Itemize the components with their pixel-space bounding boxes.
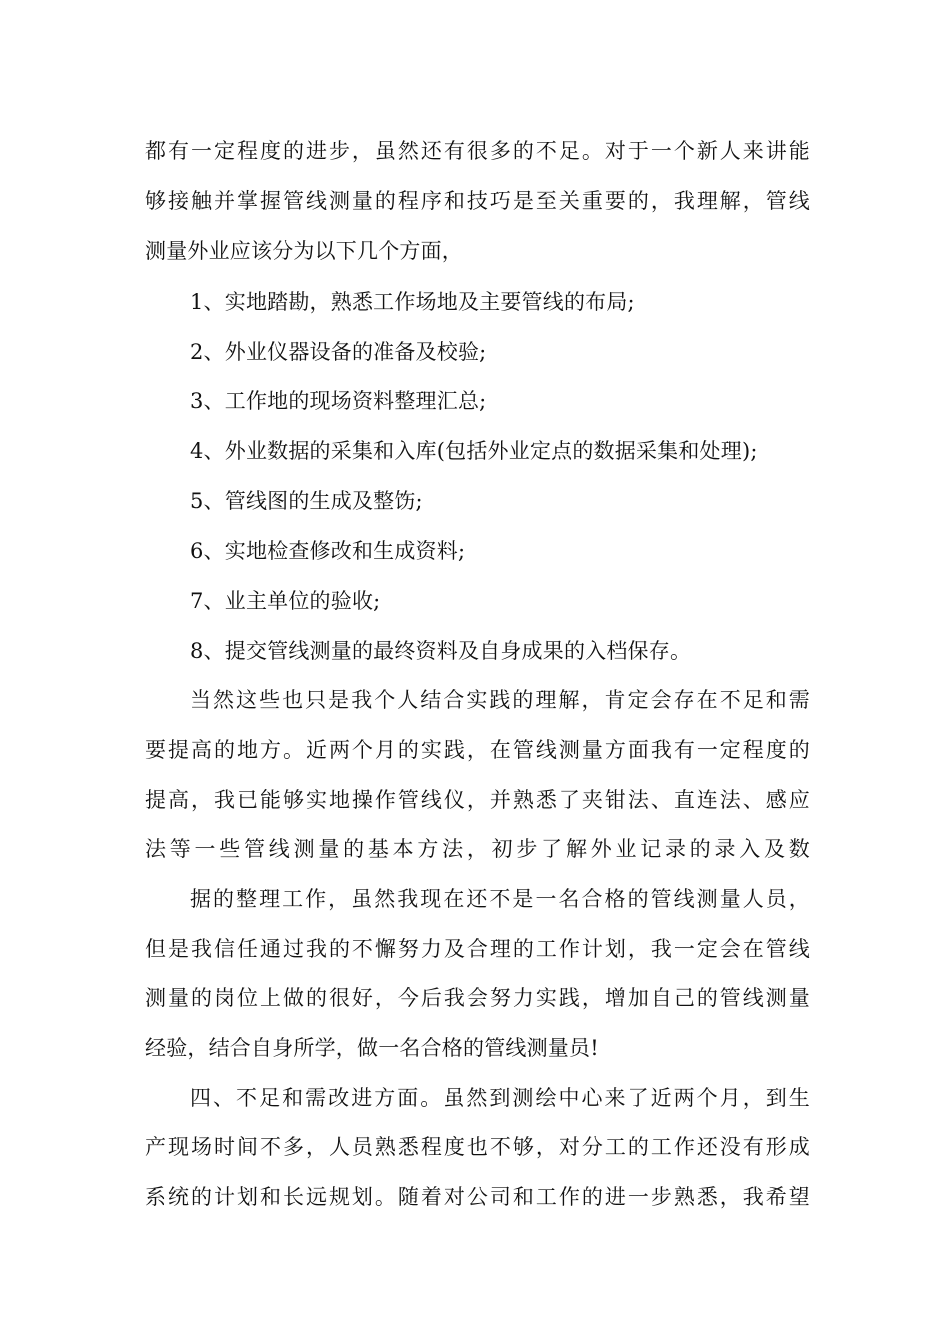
paragraph-line: 提高，我已能够实地操作管线仪，并熟悉了夹钳法、直连法、感应 [145, 788, 810, 812]
list-item: 1、实地踏勘，熟悉工作场地及主要管线的布局; [190, 290, 635, 314]
paragraph-line: 都有一定程度的进步，虽然还有很多的不足。对于一个新人来讲能 [145, 139, 810, 163]
list-item: 7、业主单位的验收; [190, 589, 381, 613]
paragraph-line: 四、不足和需改进方面。虽然到测绘中心来了近两个月，到生 [190, 1086, 810, 1110]
list-item: 5、管线图的生成及整饬; [190, 489, 423, 513]
paragraph-line: 据的整理工作，虽然我现在还不是一名合格的管线测量人员， [190, 887, 810, 911]
paragraph-line: 产现场时间不多，人员熟悉程度也不够，对分工的工作还没有形成 [145, 1135, 810, 1159]
paragraph-line: 测量的岗位上做的很好，今后我会努力实践，增加自己的管线测量 [145, 986, 810, 1010]
list-item: 2、外业仪器设备的准备及校验; [190, 340, 487, 364]
paragraph-line: 法等一些管线测量的基本方法，初步了解外业记录的录入及数 [145, 837, 810, 861]
paragraph-line: 测量外业应该分为以下几个方面， [145, 239, 463, 263]
paragraph-line: 要提高的地方。近两个月的实践，在管线测量方面我有一定程度的 [145, 738, 810, 762]
list-item: 8、提交管线测量的最终资料及自身成果的入档保存。 [190, 639, 692, 663]
paragraph-line: 当然这些也只是我个人结合实践的理解，肯定会存在不足和需 [190, 688, 810, 712]
paragraph-line: 经验，结合自身所学，做一名合格的管线测量员! [145, 1036, 599, 1060]
list-item: 6、实地检查修改和生成资料; [190, 539, 466, 563]
paragraph-line: 够接触并掌握管线测量的程序和技巧是至关重要的，我理解，管线 [145, 189, 810, 213]
list-item: 4、外业数据的采集和入库(包括外业定点的数据采集和处理); [190, 439, 758, 463]
list-item: 3、工作地的现场资料整理汇总; [190, 389, 487, 413]
paragraph-line: 但是我信任通过我的不懈努力及合理的工作计划，我一定会在管线 [145, 937, 810, 961]
paragraph-line: 系统的计划和长远规划。随着对公司和工作的进一步熟悉，我希望 [145, 1185, 810, 1209]
